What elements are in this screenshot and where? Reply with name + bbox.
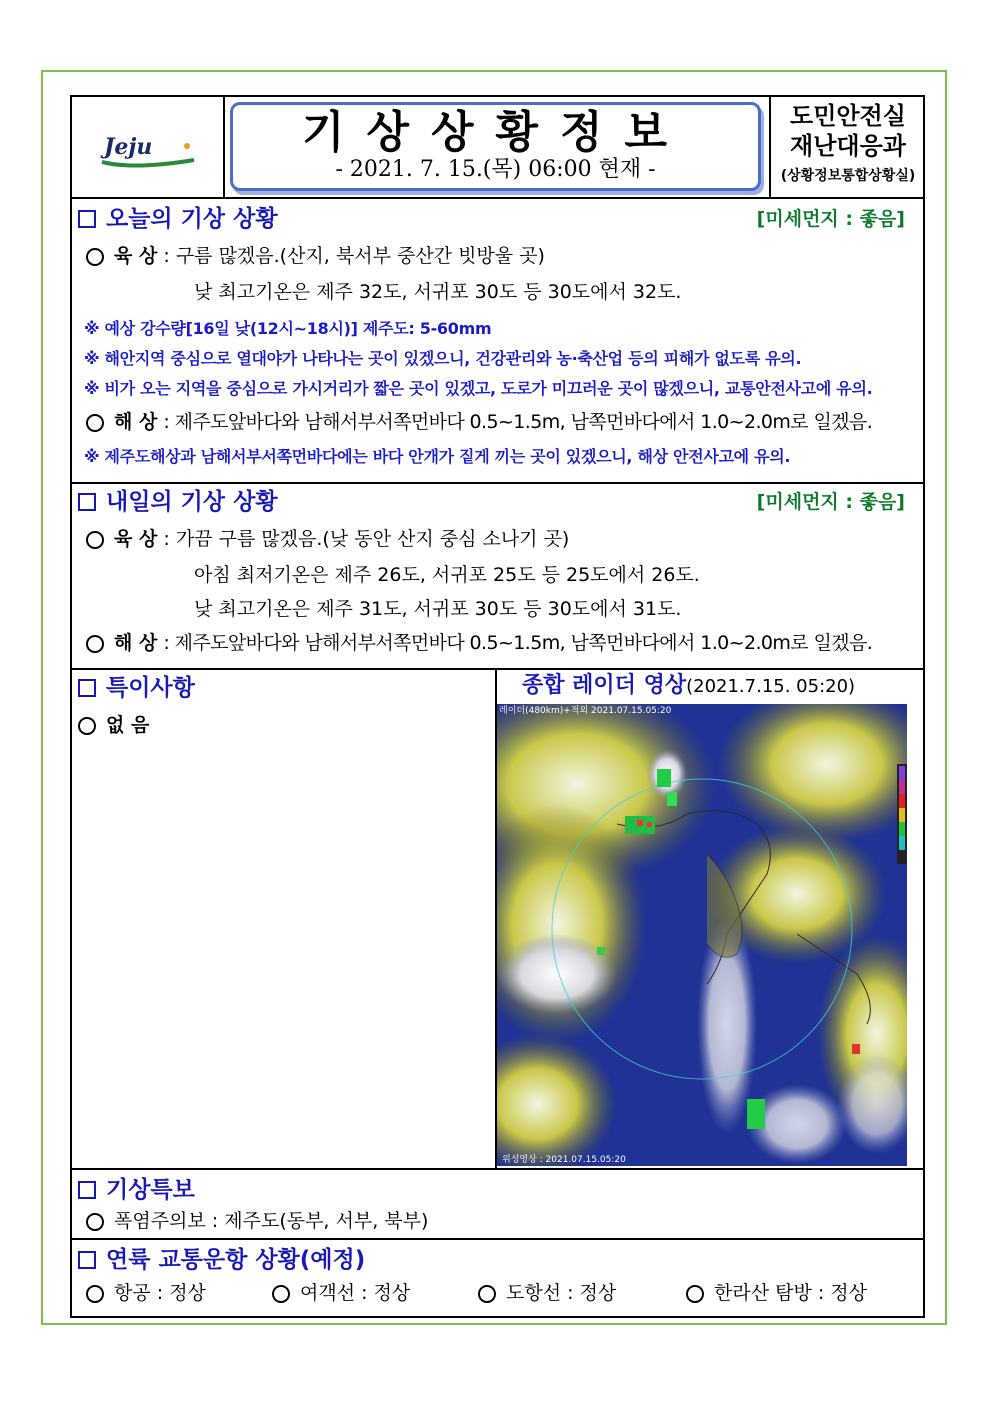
warning-heading-label: 기상특보 [106,1177,195,1203]
radar-caption: 레이더(480km)+적외 2021.07.15.05:20 [499,706,672,716]
special-item-text: 없 음 [106,714,150,736]
today-max-temp: 낮 최고기온은 제주 32도, 서귀포 30도 등 30도에서 32도. [194,281,682,303]
special-section [72,668,923,1170]
today-heading-label: 오늘의 기상 상황 [106,206,278,232]
svg-text:Jeju: Jeju [104,134,153,160]
dept-team: (상황정보통합상황실) [780,168,916,184]
today-note-sea-fog: ※ 제주도해상과 남해서부서쪽먼바다에는 바다 안개가 짙게 끼는 곳이 있겠으니, 해상 안전사고에 유의. [84,447,791,466]
sea-label: 해 상 [114,411,158,433]
department-cell [769,97,925,197]
traffic-section [72,1240,923,1316]
circle-bullet-icon [686,1285,704,1303]
traffic-ferry [272,1280,410,1306]
traffic-island-ferry [478,1280,616,1306]
traffic-heading-label: 연륙 교통운항 상황(예정) [106,1247,366,1273]
circle-bullet-icon [86,1285,104,1303]
today-note-rainfall: ※ 예상 강수량[16일 낮(12시~18시)] 제주도: 5-60mm [84,319,492,338]
checkbox-icon [78,1251,96,1269]
dept-office: 도민안전실 [790,102,906,130]
tomorrow-min-temp: 아침 최저기온은 제주 26도, 서귀포 25도 등 25도에서 26도. [194,564,700,586]
today-land-row [86,243,545,269]
warning-section [72,1170,923,1240]
dept-division: 재난대응과 [790,132,906,160]
today-heading [78,205,278,233]
radar-title-label: 종합 레이더 영상 [522,673,687,698]
header [72,97,923,199]
warning-heading [78,1176,195,1204]
sea-label: 해 상 [114,632,158,654]
traffic-island-ferry-text: 도항선 : 정상 [506,1282,617,1304]
radar-satellite-image [497,704,907,1166]
tomorrow-sea-row [86,630,872,656]
warning-item-text: 폭염주의보 : 제주도(동부, 서부, 북부) [114,1210,429,1232]
tomorrow-section [72,482,923,670]
traffic-air [86,1280,206,1306]
circle-bullet-icon [86,414,104,432]
radar-title [522,672,855,701]
circle-bullet-icon [86,248,104,266]
checkbox-icon [78,493,96,511]
today-section [72,199,923,484]
radar-time: (2021.7.15. 05:20) [686,676,856,697]
logo-cell [72,97,225,197]
land-label: 육 상 [114,245,158,267]
circle-bullet-icon [78,717,96,735]
special-heading-label: 특이사항 [106,675,195,701]
special-heading [78,674,195,702]
document [70,95,925,1318]
today-sea-row [86,409,872,435]
circle-bullet-icon [86,1213,104,1231]
radar-footer: 위성영상 : 2021.07.15.05:20 [502,1155,626,1165]
tomorrow-land-text: : 가끔 구름 많겠음.(낮 동안 산지 중심 소나기 곳) [163,528,570,550]
checkbox-icon [78,1181,96,1199]
tomorrow-dust-status: [미세먼지 : 좋음] [756,491,905,513]
traffic-air-text: 항공 : 정상 [114,1282,206,1304]
today-dust-status: [미세먼지 : 좋음] [756,208,905,230]
tomorrow-max-temp: 낮 최고기온은 제주 31도, 서귀포 30도 등 30도에서 31도. [194,598,682,620]
circle-bullet-icon [272,1285,290,1303]
title-box [230,102,761,191]
checkbox-icon [78,679,96,697]
traffic-hallasan-text: 한라산 탐방 : 정상 [714,1282,867,1304]
circle-bullet-icon [86,635,104,653]
today-sea-text: : 제주도앞바다와 남해서부서쪽먼바다 0.5~1.5m, 남쪽먼바다에서 1.0~2.0m로 일겠음. [163,411,873,433]
tomorrow-land-row [86,526,569,552]
report-datetime: - 2021. 7. 15.(목) 06:00 현재 - [335,157,656,182]
traffic-heading [78,1246,365,1274]
land-label: 육 상 [114,528,158,550]
traffic-ferry-text: 여객선 : 정상 [300,1282,411,1304]
traffic-hallasan [686,1280,867,1306]
circle-bullet-icon [86,531,104,549]
jeju-logo [94,132,204,172]
today-note-tropical-night: ※ 해안지역 중심으로 열대야가 나타나는 곳이 있겠으니, 건강관리와 농·축산업 등의 피해가 없도록 유의. [84,349,802,368]
checkbox-icon [78,210,96,228]
circle-bullet-icon [478,1285,496,1303]
today-land-text: : 구름 많겠음.(산지, 북서부 중산간 빗방울 곳) [163,245,545,267]
warning-item [86,1208,428,1234]
page-title: 기상상황정보 [301,107,690,158]
tomorrow-sea-text: : 제주도앞바다와 남해서부서쪽먼바다 0.5~1.5m, 남쪽먼바다에서 1.0~2.0m로 일겠음. [163,632,873,654]
special-item [78,712,149,738]
today-note-visibility: ※ 비가 오는 지역을 중심으로 가시거리가 짧은 곳이 있겠고, 도로가 미끄러운 곳이 많겠으니, 교통안전사고에 유의. [84,379,873,398]
tomorrow-heading [78,488,278,516]
tomorrow-heading-label: 내일의 기상 상황 [106,489,278,515]
